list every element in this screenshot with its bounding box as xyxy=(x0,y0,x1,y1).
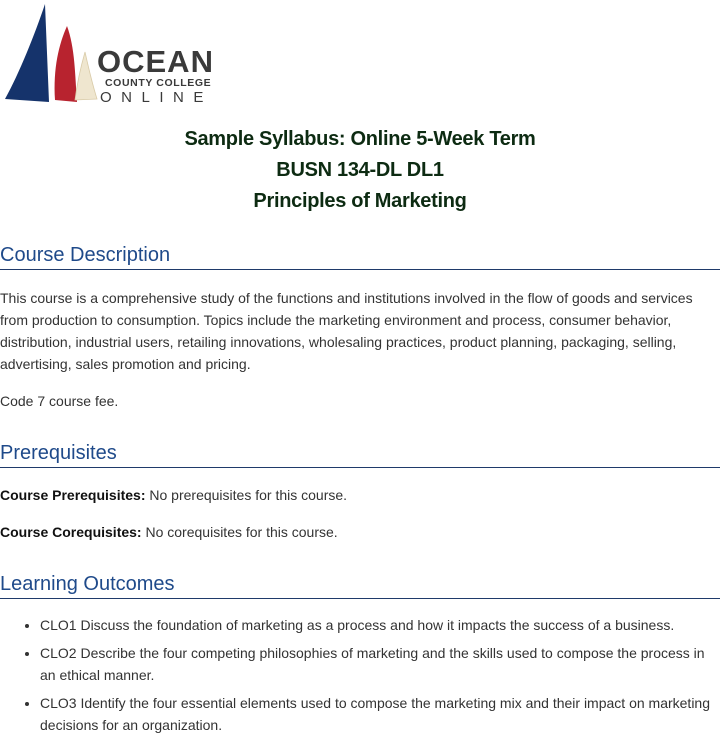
prerequisites-heading: Prerequisites xyxy=(0,441,720,468)
course-description-heading: Course Description xyxy=(0,243,720,270)
course-code: BUSN 134-DL DL1 xyxy=(276,159,444,181)
logo-ocean-text: OCEAN xyxy=(97,44,214,79)
prerequisites-value: No prerequisites for this course. xyxy=(149,487,348,503)
prerequisites-line xyxy=(0,484,715,506)
college-logo xyxy=(5,4,220,104)
learning-outcomes-list xyxy=(0,614,720,742)
course-description-text: This course is a comprehensive study of the functions and institutions involved in the flow of goods and services from production to consumption. Topics include the marketing environment and process, consumer behavior, distribution, industrial users, retailing innovations, wholesaling practices, product planning, packaging, selling, advertising, sales promotion and pricing. xyxy=(0,290,693,372)
list-item: • CLO3 Identify the four essential elements used to compose the marketing mix and their impact on marketing decisions for an organization. xyxy=(40,692,720,736)
logo-online-text: ONLINE xyxy=(100,89,213,106)
prerequisites-label: Course Prerequisites: xyxy=(0,487,146,503)
learning-outcomes-heading: Learning Outcomes xyxy=(0,572,720,599)
list-item: • CLO2 Describe the four competing philosophies of marketing and the skills used to compose the process in an ethical manner. xyxy=(40,642,720,686)
syllabus-title: Sample Syllabus: Online 5-Week Term xyxy=(184,128,536,150)
logo-county-college-text: COUNTY COLLEGE xyxy=(105,77,212,89)
course-fee-text: Code 7 course fee. xyxy=(0,393,119,409)
syllabus-title-block xyxy=(0,124,720,217)
corequisites-line xyxy=(0,521,715,543)
corequisites-label: Course Corequisites: xyxy=(0,524,142,540)
corequisites-value: No corequisites for this course. xyxy=(145,524,338,540)
sailboat-logo-icon xyxy=(5,4,220,104)
course-name: Principles of Marketing xyxy=(253,190,467,212)
list-item: • CLO1 Discuss the foundation of marketing as a process and how it impacts the success of a business. xyxy=(40,614,720,636)
